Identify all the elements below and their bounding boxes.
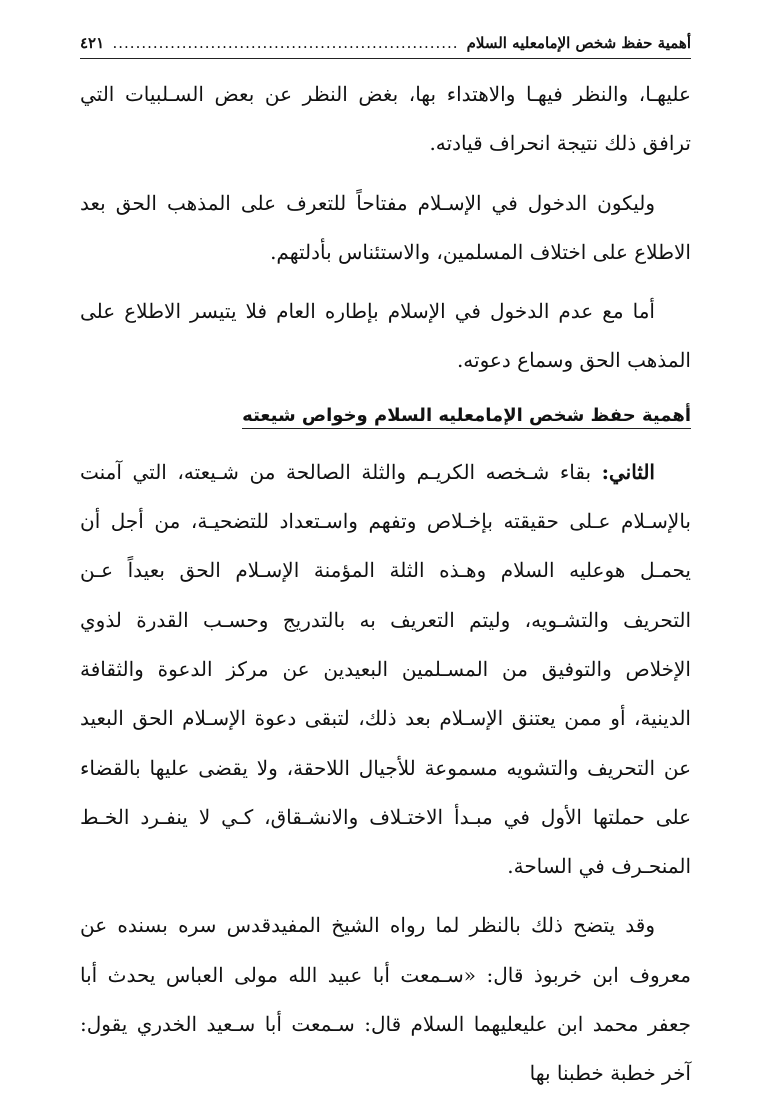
- page-body: [80, 70, 691, 1099]
- paragraph-1: عليهـا، والنظر فيهـا والاهتداء بها، بغض النظر عن بعض السـلبيات التي ترافق ذلك نتيجة انحراف قيادته.: [80, 82, 691, 156]
- paragraph-4-lead: الثاني:: [601, 459, 655, 484]
- paragraph-2: وليكون الدخول في الإسـلام مفتاحاً للتعرف على المذهب الحق بعد الاطلاع على اختلاف المسلمين، والاستئناس بأدلتهم.: [80, 190, 691, 264]
- running-title: أهمية حفظ شخص الإمامعليه السلام: [466, 34, 691, 52]
- section-heading: [80, 398, 691, 434]
- leader-dots: [112, 34, 458, 52]
- paragraph-3: أما مع عدم الدخول في الإسلام بإطاره العام فلا يتيسر الاطلاع على المذهب الحق وسماع دعوته.: [80, 299, 691, 373]
- section-heading-text: أهمية حفظ شخص الإمامعليه السلام وخواص شيعته: [242, 405, 691, 429]
- paragraph-5: وقد يتضح ذلك بالنظر لما رواه الشيخ المفيدقدس سره بسنده عن معروف ابن خربوذ قال: «سـمعت أبا عبيد الله مولى العباس يحدث أبا جعفر محمد ابن عليعليهما السلام قال: سـمعت أبا سـعيد الخدري يقول: آخر خطبة خطبنا بها: [80, 913, 691, 1086]
- paragraph-4: [80, 448, 691, 892]
- page-number: ٤٢١: [80, 34, 105, 52]
- running-header: [80, 28, 691, 59]
- paragraph-4-body: بقاء شـخصه الكريـم والثلة الصالحة من شـيعته، التي آمنت بالإسـلام عـلى حقيقته بإخـلاص وتفهم واسـتعداد للتضحيـة، من أجل أن يحمـل هوعليه السلام وهـذه الثلة المؤمنة الإسـلام الحق بعيداً عـن التحريف والتشـويه، وليتم التعريف به بالتدريج وحسـب القدرة لذوي الإخلاص والتوفيق من المسـلمين البعيدين عن مركز الدعوة والثقافة الدينية، أو ممن يعتنق الإسـلام بعد ذلك، لتبقى دعوة الإسـلام الحق البعيد عن التحريف والتشويه مسموعة للأجيال اللاحقة، ولا يقضى عليها بالقضاء على حملتها الأول في مبـدأ الاختـلاف والانشـقاق، كـي لا ينفـرد الخـط المنحـرف في الساحة.: [80, 459, 691, 879]
